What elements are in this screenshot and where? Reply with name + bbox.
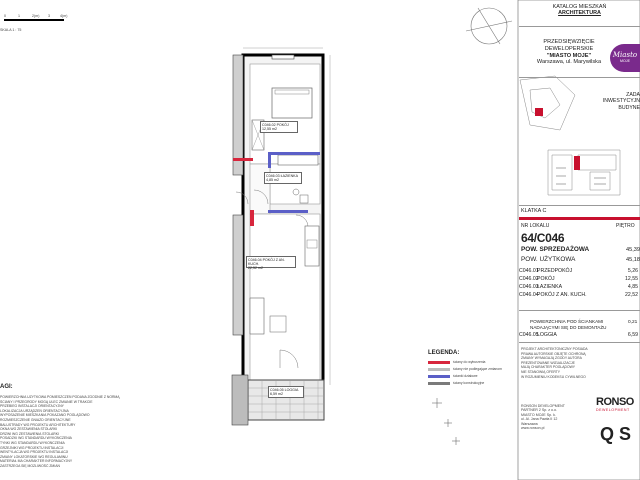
- room-area: 22,52 m2: [248, 266, 263, 271]
- room-id: C046.05: [270, 388, 284, 392]
- room-area: 4,85: [627, 284, 638, 290]
- company-block: [521, 404, 565, 430]
- usable-area-value: 45,18: [626, 257, 640, 263]
- wall-area-value: 0,21: [628, 320, 638, 325]
- room-label-bathroom: [264, 172, 302, 184]
- sofa: [250, 298, 264, 334]
- company-line: PARTNER 2 Sp. z o.o.: [521, 408, 558, 413]
- room-label-loggia: [268, 386, 304, 398]
- legend-swatch: [428, 382, 450, 385]
- window: [272, 55, 294, 59]
- room-id: C046.05: [519, 332, 539, 338]
- left-wall-block: [233, 215, 243, 335]
- room-id: C046.03: [519, 284, 539, 290]
- legend-item: [428, 367, 502, 371]
- wall-area-line: POWIERZCHNIA POD ŚCIANKAMI: [530, 319, 604, 324]
- company-www: www.ronson.pl: [521, 426, 545, 431]
- unit-number: 64/C046: [521, 231, 565, 245]
- room-area: 6,59: [627, 332, 638, 338]
- room-area: 12,55 m2: [262, 127, 277, 132]
- note-line: ROZMIESZCZENIE GNIAZD ORIENTACYJNE: [0, 417, 71, 422]
- general-notes: [0, 395, 150, 469]
- scale-label: SKALA 1 : 75: [0, 28, 22, 32]
- note-line: WYPOSAŻENIE MIESZKANIA POKAZANO POGLĄDOWO: [0, 413, 90, 418]
- scale-tick: 2(m): [32, 14, 40, 18]
- room-bathroom: [270, 164, 320, 204]
- legend-swatch: [428, 375, 450, 378]
- scale-tick: 4(m): [60, 14, 68, 18]
- legend-item: [428, 374, 478, 378]
- legend-text: ściany konstrukcyjne: [453, 381, 485, 385]
- north-arrow-icon: [432, 398, 442, 408]
- detail-marker-icon: [444, 419, 460, 445]
- disclaimer-notes: [521, 347, 639, 379]
- note-line: WENTYLACJA WG PROJEKTU INSTALACJI: [0, 450, 69, 455]
- section-title: ARCHITEKTURA: [558, 10, 601, 17]
- unit-floor-label: PIĘTRO: [616, 223, 635, 229]
- legend-text: ściany nie podlegające zmianom: [453, 367, 503, 371]
- room-id: C046.01: [519, 268, 539, 274]
- disclaimer-line: PREZENTOWANE WIZUALIZACJE: [521, 360, 575, 365]
- left-wall-block: [233, 55, 243, 175]
- company-name: RONSON DEVELOPMENT: [521, 404, 565, 408]
- room-name: LOGGIA: [284, 388, 299, 392]
- note-line: TYNKI WG STANDARDU WYKOŃCZENIA: [0, 440, 65, 445]
- note-line: ŚCIANY I PRZEGRODY MOGĄ ULEC ZMIANIE W TRAKCIE: [0, 399, 93, 404]
- room-name: POKÓJ: [537, 276, 555, 282]
- accent-bar: [519, 217, 640, 220]
- room-name: ŁAZIENKA: [537, 284, 563, 290]
- washbasin: [293, 189, 299, 195]
- zone-block: [590, 92, 640, 111]
- toilet: [300, 195, 308, 203]
- partition-wall: [268, 152, 320, 155]
- legend-swatch: [428, 361, 450, 364]
- room-name: ŁAZIENKA: [280, 174, 298, 178]
- room-name: POKÓJ Z AN. KUCH.: [537, 292, 587, 298]
- zone-line: ZADA: [626, 92, 640, 98]
- catalog-header: [519, 4, 640, 17]
- room-name: LOGGIA: [537, 332, 557, 338]
- project-name: "MIASTO MOJE": [546, 52, 592, 59]
- room-area: 6,59 m2: [270, 392, 283, 397]
- disclaimer-line: PRAWA AUTORSKIE OBJĘTE OCHRONĄ: [521, 351, 586, 356]
- scale-tick: 1: [18, 14, 20, 18]
- scale-tick: 0: [4, 14, 6, 18]
- note-line: OKNA WG ZESTAWIENIA STOLARKI: [0, 427, 58, 432]
- zone-line: BUDYNE: [618, 104, 640, 111]
- note-line: GRZEJNIKI WG PROJEKTU INSTALACJI: [0, 445, 64, 450]
- note-line: DRZWI WG ZESTAWIENIA STOLARKI: [0, 431, 59, 436]
- room-area: 4,85 m2: [266, 178, 279, 183]
- disclaimer-line: MAJĄ CHARAKTER POGLĄDOWY: [521, 365, 576, 370]
- disclaimer-line: W ROZUMIENIU KODEKSU CYWILNEGO: [521, 374, 586, 379]
- project-line: DEWELOPERSKIE: [544, 45, 594, 52]
- demolish-wall: [233, 158, 253, 161]
- disclaimer-line: PROJEKT ARCHITEKTONICZNY POSIADA: [521, 347, 588, 351]
- room-area: 12,55: [625, 276, 638, 282]
- room-name: PRZEDPOKÓJ: [537, 268, 573, 274]
- usable-area-label: POW. UŻYTKOWA: [521, 256, 576, 263]
- room-area: 5,26: [627, 268, 638, 274]
- room-id: C046.03: [266, 174, 280, 178]
- legend-text: ściany do wyburzenia: [453, 360, 486, 364]
- room-name: POKÓJ Z AN. KUCH.: [248, 258, 285, 267]
- legend-title: LEGENDA:: [428, 350, 460, 356]
- project-address: Warszawa, ul. Marywilska: [536, 59, 602, 66]
- room-label-bedroom: [260, 121, 298, 133]
- room-id: C046.04: [519, 292, 539, 298]
- disclaimer-line: ZMIANY WYMAGAJĄ ZGODY AUTORA: [521, 356, 582, 361]
- sale-area-value: 45,39: [626, 247, 640, 253]
- project-line: PRZEDSIĘWZIĘCIE: [543, 39, 595, 45]
- note-line: ZASTRZEGA SIĘ MOŻLIWOŚĆ ZMIAN: [0, 463, 60, 468]
- note-line: BALUSTRADY WG PROJEKTU ARCHITEKTURY: [0, 422, 76, 427]
- zone-line: INWESTYCYJN: [602, 98, 640, 105]
- notes-title: AGI:: [0, 384, 13, 390]
- wall-area-label: [530, 319, 606, 330]
- ronson-logo: RONSO DEWELOPMENT: [596, 396, 634, 412]
- catalog-title: KATALOG MIESZKAŃ: [552, 4, 607, 10]
- legend-swatch: [428, 368, 450, 371]
- note-line: PRZEBIEG INSTALACJI ORIENTACYJNY: [0, 404, 64, 409]
- note-line: POSADZKI WG STANDARDU WYKOŃCZENIA: [0, 436, 72, 441]
- stair-label: KLATKA C: [521, 208, 547, 214]
- company-line: ul. Al. Jana Pawła II 12: [521, 417, 558, 422]
- brand-mark: Q S: [600, 424, 632, 444]
- legend-text: ścianki działowe: [453, 374, 478, 378]
- miasto-moje-logo: Miasto MOJE: [610, 44, 640, 72]
- partition-wall: [268, 210, 308, 213]
- demolish-wall: [250, 210, 254, 226]
- room-label-living: [246, 256, 296, 271]
- scale-tick: 3: [48, 14, 50, 18]
- table: [270, 316, 286, 332]
- room-id: C046.02: [519, 276, 539, 282]
- note-line: POWIERZCHNIA UŻYTKOWA POMIESZCZEŃ PODANA ZGODNIE Z NORMĄ: [0, 395, 120, 399]
- wall-area-line: NADAJĄCYMI SIĘ DO DEMONTAŻU: [530, 324, 607, 330]
- unit-nr-label: NR LOKALU: [521, 223, 550, 229]
- room-area: 22,52: [625, 292, 638, 298]
- room-name: POKÓJ: [276, 123, 289, 127]
- project-block: [519, 39, 619, 66]
- disclaimer-line: NIE STANOWIĄ OFERTY: [521, 369, 561, 374]
- note-line: LOKALIZACJA URZĄDZEŃ ORIENTACYJNA: [0, 408, 69, 413]
- bathtub: [278, 155, 318, 165]
- legend-item: [428, 360, 485, 364]
- sale-area-label: POW. SPRZEDAŻOWA: [521, 246, 590, 253]
- room-id: C046.04: [248, 258, 262, 262]
- company-line: MIASTO MOJE Sp. k.: [521, 412, 556, 417]
- room-id: C046.02: [262, 123, 276, 127]
- company-line: Warszawa: [521, 421, 538, 426]
- north-compass-icon: [466, 8, 512, 44]
- note-line: MATERIAŁ MA CHARAKTER INFORMACYJNY: [0, 459, 73, 464]
- legend-item: [428, 381, 484, 385]
- note-line: ZMIANY LOKATORSKIE WG REGULAMINU: [0, 454, 68, 459]
